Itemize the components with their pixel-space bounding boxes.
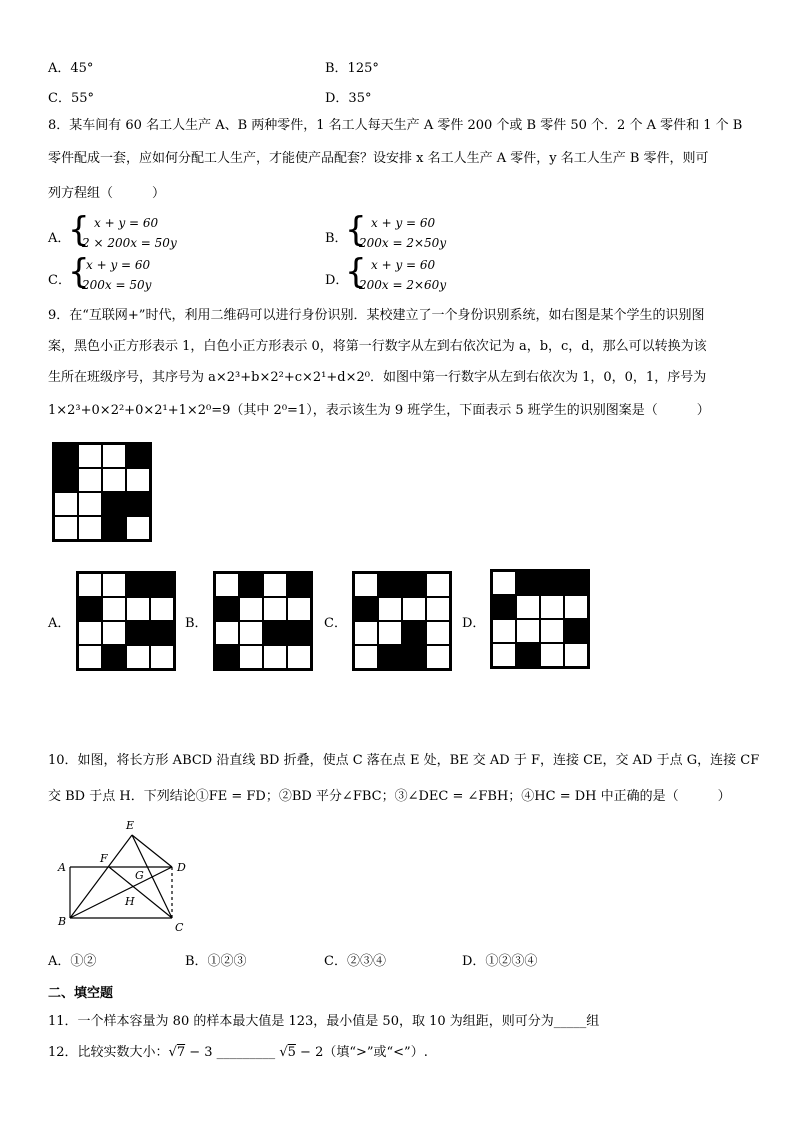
- white-square: [126, 597, 150, 621]
- q8-text-line3: 列方程组（ ）: [48, 186, 166, 201]
- q10-text-line1: 10．如图，将长方形 ABCD 沿直线 BD 折叠，使点 C 落在点 E 处，BE 交 AD 于 F，连接 CE，交 AD 于点 G，连接 CF: [48, 753, 760, 768]
- white-square: [239, 621, 263, 645]
- black-square: [126, 492, 150, 516]
- black-square: [215, 645, 239, 669]
- white-square: [402, 597, 426, 621]
- black-square: [126, 444, 150, 468]
- white-square: [126, 645, 150, 669]
- q10-label-c: C: [175, 921, 184, 934]
- q10-label-a: A: [58, 861, 66, 874]
- q9-option-d-pattern: [490, 569, 590, 669]
- black-square: [402, 573, 426, 597]
- black-square: [54, 468, 78, 492]
- q12-sqrt-sign-2: √: [279, 1045, 288, 1060]
- q8-option-b-brace: {: [345, 210, 367, 250]
- white-square: [287, 597, 311, 621]
- q12-suffix: − 2（填“>”或“<”）.: [295, 1045, 428, 1060]
- white-square: [263, 597, 287, 621]
- white-square: [378, 621, 402, 645]
- q8-text-line2: 零件配成一套，应如何分配工人生产，才能使产品配套？设安排 x 名工人生产 A 零件，y 名工人生产 B 零件，则可: [48, 151, 709, 166]
- q9-example-pattern: [52, 442, 152, 542]
- q8-option-a-brace: {: [68, 210, 90, 250]
- white-square: [126, 468, 150, 492]
- white-square: [78, 492, 102, 516]
- white-square: [215, 621, 239, 645]
- q12-text: [48, 1044, 428, 1062]
- white-square: [426, 621, 450, 645]
- q12-mid: − 3 _________: [185, 1045, 280, 1060]
- q9-option-d-label: D．: [462, 616, 486, 631]
- q12-radicand-2: 5: [287, 1045, 296, 1060]
- white-square: [354, 645, 378, 669]
- q9-text-line3: 生所在班级序号，其序号为 a×2³+b×2²+c×2¹+d×2⁰．如图中第一行数字从左到右依次为 1，0，0，1，序号为: [48, 370, 707, 385]
- white-square: [540, 595, 564, 619]
- q9-option-b-label: B．: [185, 616, 208, 631]
- black-square: [78, 597, 102, 621]
- q7-option-d: D．35°: [325, 91, 372, 106]
- white-square: [78, 468, 102, 492]
- q8-option-c-label: C．: [48, 273, 71, 288]
- white-square: [102, 573, 126, 597]
- white-square: [263, 573, 287, 597]
- white-square: [150, 597, 174, 621]
- q9-text-line4: 1×2³+0×2²+0×2¹+1×2⁰=9（其中 2⁰=1），表示该生为 9 班学生，下面表示 5 班学生的识别图案是（ ）: [48, 403, 710, 418]
- q9-option-a-pattern: [76, 571, 176, 671]
- black-square: [150, 573, 174, 597]
- white-square: [426, 597, 450, 621]
- q8-option-b-eq2: 200x = 2×50y: [359, 236, 447, 250]
- q8-option-b-eq1: x + y = 60: [371, 216, 436, 230]
- white-square: [492, 643, 516, 667]
- white-square: [78, 573, 102, 597]
- black-square: [564, 571, 588, 595]
- white-square: [564, 643, 588, 667]
- q10-fold-figure: [50, 815, 200, 940]
- q8-option-c-eq1: x + y = 60: [86, 258, 151, 272]
- black-square: [150, 621, 174, 645]
- white-square: [263, 645, 287, 669]
- q8-option-a-label: A．: [48, 231, 71, 246]
- q10-label-e: E: [126, 819, 135, 832]
- q8-option-d-eq2: 200x = 2×60y: [359, 278, 447, 292]
- black-square: [564, 619, 588, 643]
- black-square: [402, 621, 426, 645]
- black-square: [378, 645, 402, 669]
- q10-text-line2: 交 BD 于点 H．下列结论①FE = FD；②BD 平分∠FBC；③∠DEC = ∠FBH；④HC = DH 中正确的是（ ）: [48, 789, 731, 804]
- white-square: [54, 492, 78, 516]
- black-square: [126, 573, 150, 597]
- white-square: [102, 444, 126, 468]
- white-square: [426, 573, 450, 597]
- black-square: [54, 444, 78, 468]
- white-square: [78, 645, 102, 669]
- black-square: [516, 643, 540, 667]
- black-square: [287, 621, 311, 645]
- q9-option-c-label: C．: [324, 616, 347, 631]
- white-square: [540, 643, 564, 667]
- q8-option-a-eq1: x + y = 60: [94, 216, 159, 230]
- white-square: [102, 597, 126, 621]
- q10-option-c: C．②③④: [324, 954, 386, 969]
- q8-option-c-brace: {: [68, 252, 90, 292]
- q10-label-b: B: [58, 915, 67, 928]
- white-square: [78, 444, 102, 468]
- black-square: [102, 492, 126, 516]
- white-square: [239, 597, 263, 621]
- q7-option-c: C．55°: [48, 91, 94, 106]
- q7-option-a: A．45°: [48, 61, 94, 76]
- q8-option-d-brace: {: [345, 252, 367, 292]
- q8-option-d-label: D．: [325, 273, 349, 288]
- white-square: [378, 597, 402, 621]
- q8-option-c-eq2: 200x = 50y: [82, 278, 152, 292]
- q10-label-d: D: [177, 861, 186, 874]
- section-heading: 二、填空题: [48, 986, 114, 1001]
- white-square: [54, 516, 78, 540]
- black-square: [126, 621, 150, 645]
- q7-option-b: B．125°: [325, 61, 379, 76]
- white-square: [126, 516, 150, 540]
- q12-sqrt-sign-1: √: [168, 1045, 177, 1060]
- white-square: [354, 573, 378, 597]
- q8-option-a-eq2: 2 × 200x = 50y: [82, 236, 177, 250]
- white-square: [150, 645, 174, 669]
- black-square: [215, 597, 239, 621]
- q9-text-line1: 9．在“互联网+”时代，利用二维码可以进行身份识别．某校建立了一个身份识别系统，如右图是某个学生的识别图: [48, 308, 705, 323]
- q10-label-f: F: [100, 852, 108, 865]
- black-square: [516, 571, 540, 595]
- black-square: [540, 571, 564, 595]
- q10-option-d: D．①②③④: [462, 954, 538, 969]
- q10-label-h: H: [125, 895, 135, 908]
- q12-prefix: 12．比较实数大小：: [48, 1045, 169, 1060]
- white-square: [215, 573, 239, 597]
- q9-option-a-label: A．: [48, 616, 71, 631]
- white-square: [492, 571, 516, 595]
- black-square: [239, 573, 263, 597]
- q9-option-b-pattern: [213, 571, 313, 671]
- white-square: [540, 619, 564, 643]
- black-square: [354, 597, 378, 621]
- black-square: [287, 573, 311, 597]
- black-square: [492, 595, 516, 619]
- white-square: [287, 645, 311, 669]
- white-square: [516, 595, 540, 619]
- white-square: [354, 621, 378, 645]
- q11-text: 11．一个样本容量为 80 的样本最大值是 123，最小值是 50，取 10 为组距，则可分为_____组: [48, 1014, 600, 1029]
- white-square: [102, 621, 126, 645]
- white-square: [564, 595, 588, 619]
- black-square: [102, 645, 126, 669]
- white-square: [102, 468, 126, 492]
- white-square: [426, 645, 450, 669]
- q9-option-c-pattern: [352, 571, 452, 671]
- white-square: [78, 516, 102, 540]
- white-square: [78, 621, 102, 645]
- q8-option-d-eq1: x + y = 60: [371, 258, 436, 272]
- black-square: [378, 573, 402, 597]
- q10-option-b: B．①②③: [185, 954, 247, 969]
- q10-option-a: A．①②: [48, 954, 97, 969]
- white-square: [516, 619, 540, 643]
- q8-text-line1: 8．某车间有 60 名工人生产 A、B 两种零件，1 名工人每天生产 A 零件 200 个或 B 零件 50 个．2 个 A 零件和 1 个 B: [48, 118, 743, 133]
- q8-option-b-label: B．: [325, 231, 348, 246]
- black-square: [102, 516, 126, 540]
- white-square: [239, 645, 263, 669]
- black-square: [402, 645, 426, 669]
- q9-text-line2: 案，黑色小正方形表示 1，白色小正方形表示 0，将第一行数字从左到右依次记为 a，b，c，d，那么可以转换为该: [48, 339, 707, 354]
- black-square: [263, 621, 287, 645]
- q12-radicand-1: 7: [176, 1045, 186, 1060]
- white-square: [492, 619, 516, 643]
- q10-label-g: G: [135, 869, 144, 882]
